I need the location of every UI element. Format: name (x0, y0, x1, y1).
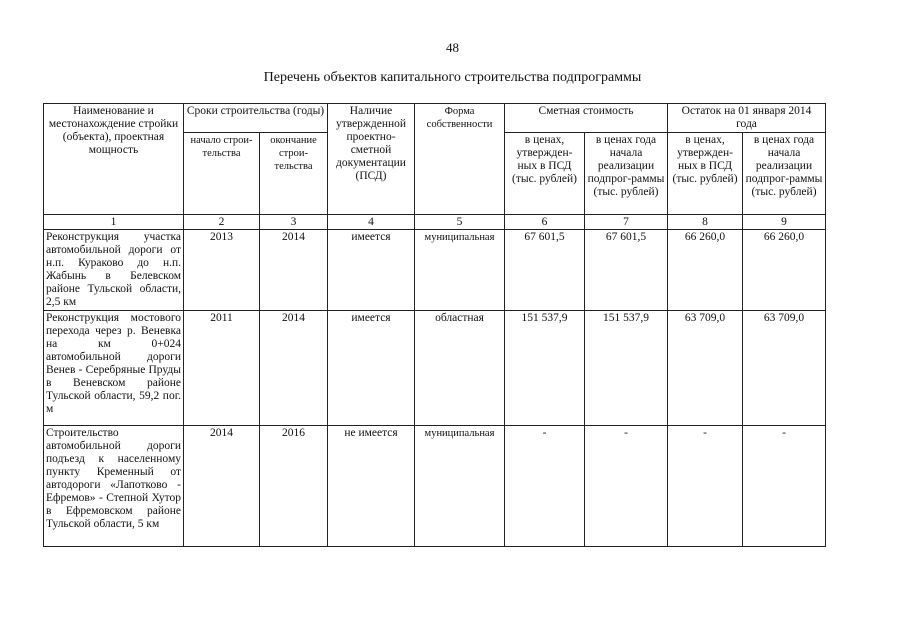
column-number: 7 (585, 215, 668, 230)
psd-status: не имеется (328, 426, 415, 547)
column-number: 1 (44, 215, 184, 230)
page-number: 48 (446, 40, 459, 55)
header-terms-end: окончание строи-тельства (260, 133, 328, 215)
end-year: 2014 (260, 311, 328, 426)
object-name: Реконструкция мостового перехода через р. Веневка на км 0+024 автомобильной дороги Венев - Серебряные Пруды в Веневском районе Тульской области, 59,2 пог. м (44, 311, 184, 426)
header-psd: Наличие утвержденной проектно-сметной документации (ПСД) (328, 104, 415, 215)
balance-start: 63 709,0 (743, 311, 826, 426)
balance-start: - (743, 426, 826, 547)
header-balance-start: в ценах года начала реализации подпрог-раммы (тыс. рублей) (743, 133, 826, 215)
object-name: Строительство автомобильной дороги подъезд к населенному пункту Кременный от автодороги «Лапотково - Ефремов» - Степной Хутор в Ефремовском районе Тульской области, 5 км (44, 426, 184, 547)
header-ownership: Форма собственности (415, 104, 505, 215)
document-title: Перечень объектов капитального строительства подпрограммы (263, 70, 642, 85)
ownership-form: муниципальная (415, 230, 505, 311)
psd-status: имеется (328, 230, 415, 311)
header-name: Наименование и местонахождение стройки (объекта), проектная мощность (44, 104, 184, 215)
table-row (44, 426, 826, 547)
cost-psd: 67 601,5 (505, 230, 585, 311)
end-year: 2016 (260, 426, 328, 547)
column-number: 4 (328, 215, 415, 230)
column-number: 8 (668, 215, 743, 230)
start-year: 2014 (184, 426, 260, 547)
ownership-form: областная (415, 311, 505, 426)
cost-start: 67 601,5 (585, 230, 668, 311)
header-balance: Остаток на 01 января 2014 года (668, 104, 826, 133)
object-name: Реконструкция участка автомобильной дороги от н.п. Кураково до н.п. Жабынь в Белевском районе Тульской области, 2,5 км (44, 230, 184, 311)
table-row (44, 311, 826, 426)
column-number: 2 (184, 215, 260, 230)
cost-start: - (585, 426, 668, 547)
header-row-1 (44, 104, 826, 133)
cost-psd: 151 537,9 (505, 311, 585, 426)
cost-start: 151 537,9 (585, 311, 668, 426)
header-balance-psd: в ценах, утвержден-ных в ПСД (тыс. рублей) (668, 133, 743, 215)
balance-psd: 66 260,0 (668, 230, 743, 311)
balance-start: 66 260,0 (743, 230, 826, 311)
end-year: 2014 (260, 230, 328, 311)
cost-psd: - (505, 426, 585, 547)
psd-status: имеется (328, 311, 415, 426)
ownership-form: муниципальная (415, 426, 505, 547)
header-terms: Сроки строительства (годы) (184, 104, 328, 133)
column-number: 9 (743, 215, 826, 230)
start-year: 2011 (184, 311, 260, 426)
balance-psd: - (668, 426, 743, 547)
header-cost: Сметная стоимость (505, 104, 668, 133)
column-number: 3 (260, 215, 328, 230)
header-terms-start: начало строи-тельства (184, 133, 260, 215)
balance-psd: 63 709,0 (668, 311, 743, 426)
table-row (44, 230, 826, 311)
capital-construction-table (43, 103, 826, 547)
header-cost-psd: в ценах, утвержден-ных в ПСД (тыс. рублей) (505, 133, 585, 215)
column-number-row (44, 215, 826, 230)
start-year: 2013 (184, 230, 260, 311)
header-cost-start: в ценах года начала реализации подпрог-раммы (тыс. рублей) (585, 133, 668, 215)
column-number: 6 (505, 215, 585, 230)
column-number: 5 (415, 215, 505, 230)
